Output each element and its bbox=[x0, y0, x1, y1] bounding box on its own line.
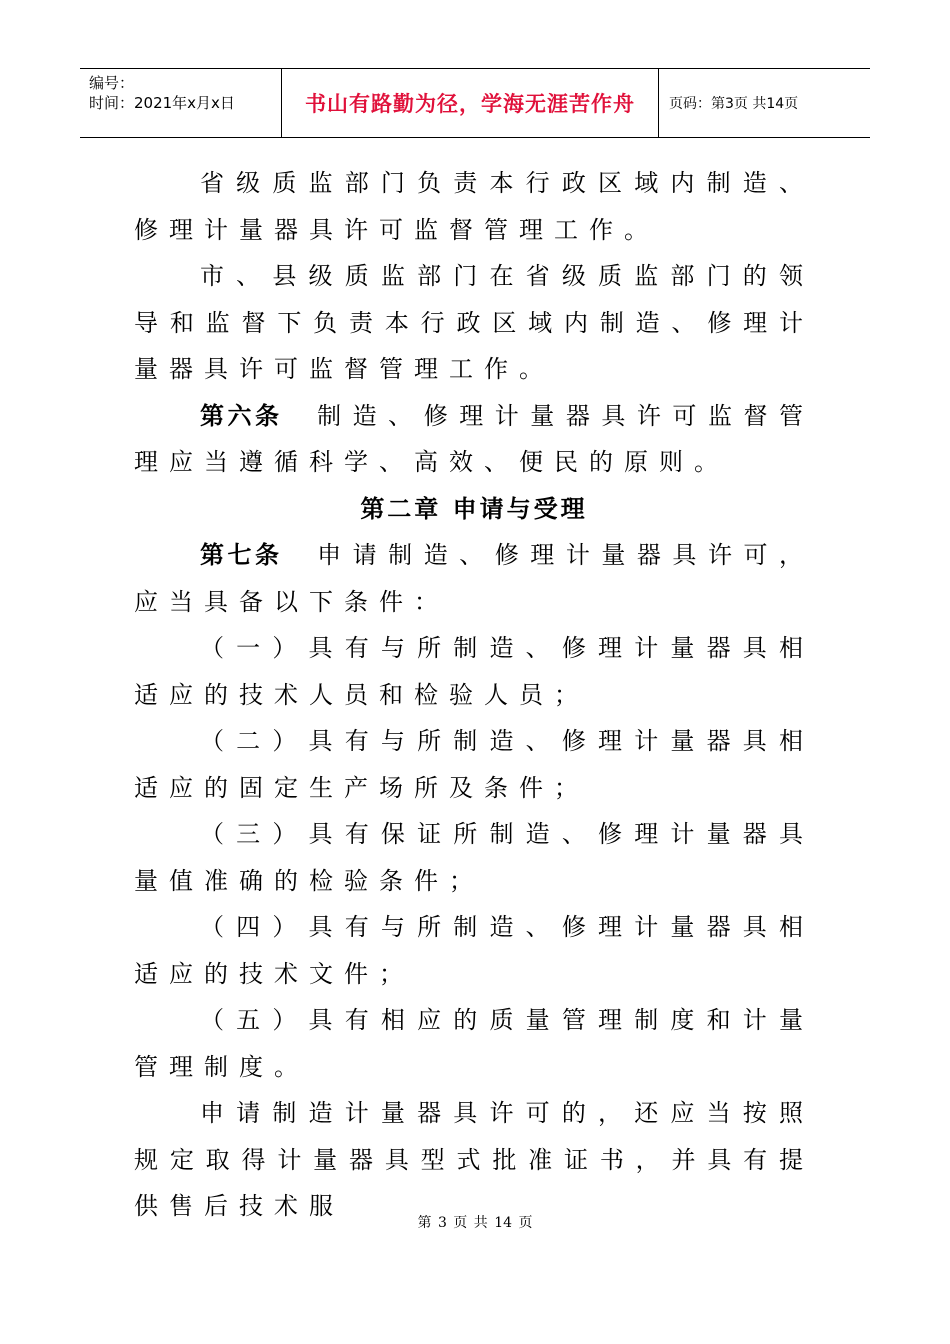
header-slogan: 书山有路勤为径，学海无涯苦作舟 bbox=[282, 69, 659, 137]
article-6 bbox=[134, 393, 814, 486]
header-meta bbox=[80, 69, 282, 137]
page-header bbox=[80, 68, 870, 138]
document-number-label: 编号： bbox=[89, 74, 135, 92]
page-footer: 第 3 页 共 14 页 bbox=[417, 1215, 533, 1231]
article-7 bbox=[134, 532, 814, 625]
document-time-label: 时间：2021年x月x日 bbox=[89, 94, 235, 112]
list-item: （四）具有与所制造、修理计量器具相适应的技术文件； bbox=[134, 913, 814, 988]
document-body bbox=[134, 160, 814, 1230]
article-7-text: 申请制造、修理计量器具许可，应当具备以下条件： bbox=[134, 541, 815, 616]
list-item: （三）具有保证所制造、修理计量器具量值准确的检验条件； bbox=[134, 820, 814, 895]
article-6-title: 第六条 bbox=[200, 401, 283, 430]
header-page-number: 页码：第3页 共14页 bbox=[669, 96, 799, 112]
list-item: （一）具有与所制造、修理计量器具相适应的技术人员和检验人员； bbox=[134, 634, 814, 709]
chapter-heading: 第二章 申请与受理 bbox=[360, 494, 588, 523]
paragraph: 申请制造计量器具许可的，还应当按照规定取得计量器具型式批准证书，并具有提供售后技术服 bbox=[134, 1099, 814, 1220]
list-item: （二）具有与所制造、修理计量器具相适应的固定生产场所及条件； bbox=[134, 727, 814, 802]
paragraph: 省级质监部门负责本行政区域内制造、修理计量器具许可监督管理工作。 bbox=[134, 169, 814, 244]
paragraph: 市、县级质监部门在省级质监部门的领导和监督下负责本行政区域内制造、修理计量器具许可监督管理工作。 bbox=[134, 262, 814, 383]
article-7-title: 第七条 bbox=[200, 541, 283, 569]
article-6-text: 制造、修理计量器具许可监督管理应当遵循科学、高效、便民的原则。 bbox=[134, 401, 815, 476]
list-item: （五）具有相应的质量管理制度和计量管理制度。 bbox=[134, 1006, 814, 1081]
